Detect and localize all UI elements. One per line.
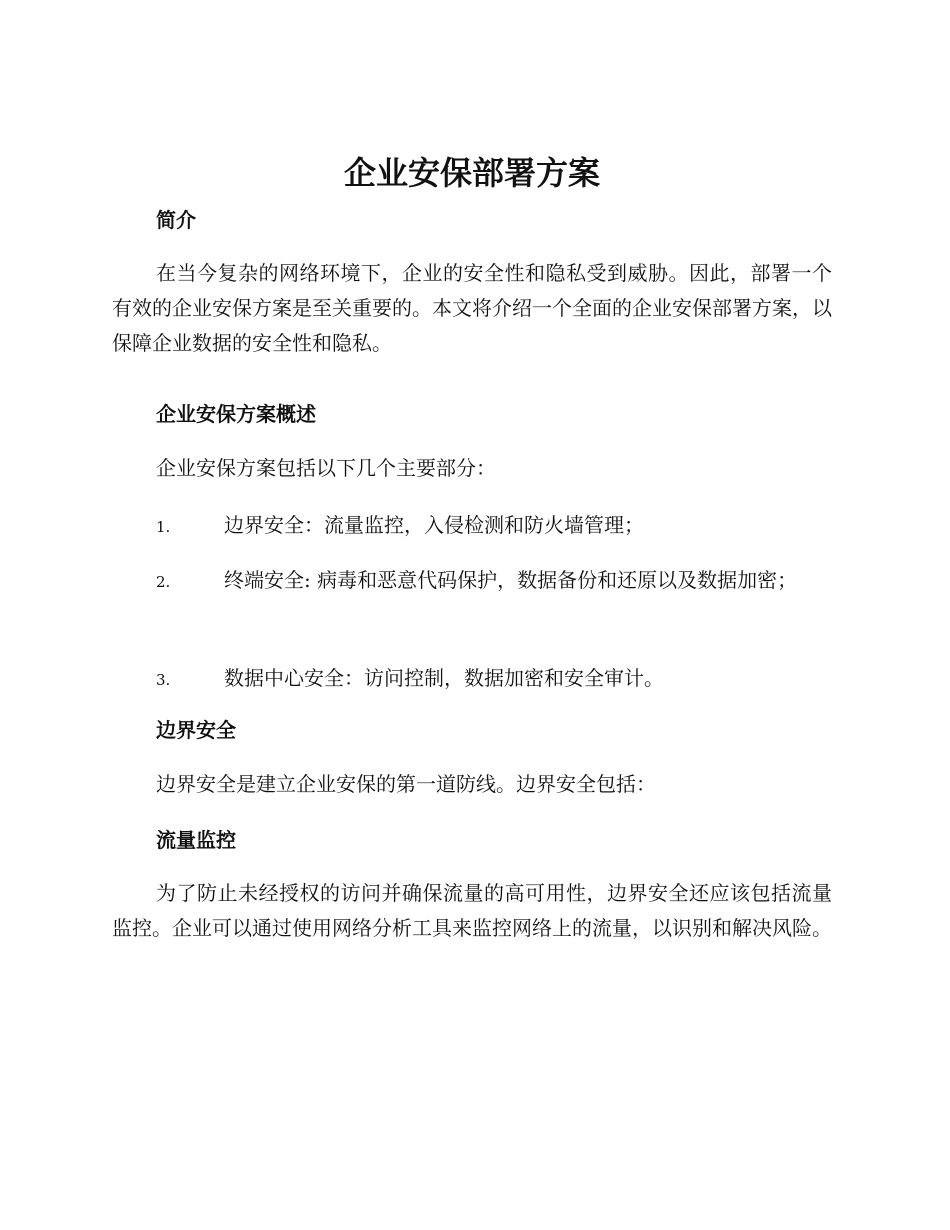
document-title: 企业安保部署方案 xyxy=(343,154,600,192)
list-number: 2. xyxy=(156,573,171,591)
overview-paragraph: 企业安保方案包括以下几个主要部分： xyxy=(156,456,496,480)
border-paragraph: 边界安全是建立企业安保的第一道防线。边界安全包括： xyxy=(156,772,656,796)
list-number: 3. xyxy=(156,671,171,689)
list-text: 终端安全: 病毒和恶意代码保护，数据备份和还原以及数据加密； xyxy=(224,568,798,592)
section-heading-intro: 简介 xyxy=(156,208,196,232)
intro-paragraph: 在当今复杂的网络环境下，企业的安全性和隐私受到威胁。因此，部署一个有效的企业安保方案是至关重要的。本文将介绍一个全面的企业安保部署方案，以保障企业数据的安全性和隐私。 xyxy=(112,261,832,355)
section-heading-overview: 企业安保方案概述 xyxy=(156,402,316,426)
traffic-paragraph: 为了防止未经授权的访问并确保流量的高可用性，边界安全还应该包括流量监控。企业可以通过使用网络分析工具来监控网络上的流量，以识别和解决风险。 xyxy=(112,881,832,940)
list-item-1 xyxy=(112,504,832,548)
list-item-3 xyxy=(112,657,832,701)
section-heading-traffic: 流量监控 xyxy=(156,828,236,852)
list-number: 1. xyxy=(156,518,171,536)
document-page xyxy=(112,0,832,1230)
list-text: 数据中心安全：访问控制，数据加密和安全审计。 xyxy=(224,666,664,690)
section-heading-border: 边界安全 xyxy=(156,718,236,742)
list-item-2 xyxy=(112,559,832,603)
list-text: 边界安全：流量监控，入侵检测和防火墙管理； xyxy=(224,513,644,537)
